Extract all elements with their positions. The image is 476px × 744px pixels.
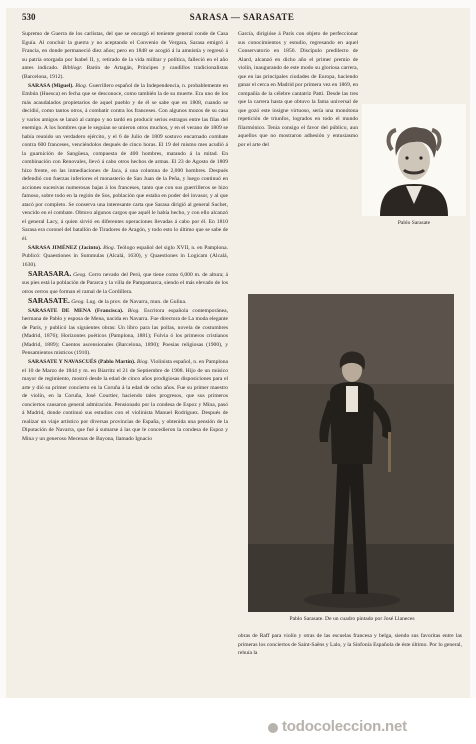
- left-column: [22, 30, 228, 698]
- right-column-bottom: [238, 632, 462, 698]
- paragraph: García, dirigióse á París con objeto de perfeccionar sus conocimientos y estudio, regresando en aquel Conservatorio en 1856. Discípulo predilecto de Alard, alcanzó en dicho año el primer premio de violín, inaugurando de este modo su gloriosa carrera, que en las principales ciudades de Europa, haciendo ganar el cerca en Madrid por primera vez en 1869, en compañía de la célebre cantatriz Patti. Desde las tres que la carrera hasta que obtuvo la fama universal de que gozó este insigne virtuoso, sería una monótona repetición de triunfos, logrados en todo el mundo filarmónico. Tenía consigo el favor del público, aun aquellos que no mostraron adhesión y entusiasmo por el arte del: [238, 31, 358, 148]
- portrait-figure: [362, 104, 466, 234]
- right-column-top: [238, 30, 358, 246]
- entry-sarasa-miguel: SARASA (Miguel). Biog. Guerrillero español de la Independencia, n. probablemente en Embún (Huesca) en fecha que se desconoce, como también la de su muerte. Era uno de los más acaudalados propietarios de aquel pueblo y de él se sabe que en 1808, cuando se decidió, como tantos otros, á combatir contra los franceses. Con algunos mozos de su casa y varios amigos se lanzó al campo y no tardó en producir serios estragos entre las filas del enemigo. A los hombres que le seguían se unieron otros muchos, y en el verano de 1809 se había reunido un verdadero ejército, y el 6 de Julio de 1809 sostuvo encarnado combate contra 600 franceses, venciéndolos después de cinco horas. El 19 del mismo mes acudió á la guarnición de Sangüesa, compuesta de 400 hombres, matando á la mitad. En combinación con Renovales, llevó á cabo otros hechos de armas. El 23 de Agosto de 1809 hizo frente, en las inmediaciones de Jaca, á una columna de 2,000 hombres. Después defendió con fuerzas inferiores el monasterio de San Juan de la Peña, y luego continuó en acciones sucesivas numerosas bajas á los franceses, tanto que con sus guerrilleros se hizo famoso, sobre todo en la región de Sos, población que estaba en poder del invasor, y al que atacó por completo. Se conserva una interesante carta que Sarasa dirigió al general Suchet, vencido en el combate. Obtuvo algunos cargos que aquél le había hecho, y con ello alcanzó el general Lacy, á quien sirvió en diferentes operaciones llevadas á cabo por él. En 1810 Sarasa era coronel del batallón de Tiradores de Aragón, y todo esto lo último que se sabe de él.: [22, 82, 228, 242]
- page-number: 530: [22, 12, 36, 22]
- portrait-caption: Pablo Sarasate: [397, 220, 431, 226]
- painting-figure: [238, 294, 466, 628]
- portrait-engraving: [362, 104, 466, 216]
- entry-sarasate-pablo: SARASATE Y NAVASCUÉS (Pablo Martín). Biog. Violinista español, n. en Pamplona el 10 de Marzo de 1844 y m. en Biarritz el 21 de Septiembre de 1908. Hijo de un músico mayor de regimiento, mostró desde la edad de cinco años prodigiosas disposiciones para el arte y dió su primer concierto en la Coruña á la edad de ocho años. Fue su primer maestro de violín, en la Coruña, José Courtier, haciendo tales progresos, que sus primeros conciertos causaron general admiración. Pensionado por la condesa de Espoz y Mina, pasó á Madrid, donde continuó sus estudios con el violinista Manuel Rodríguez. Después de realizar un viaje artístico por diversas provincias de España, y obtenida una pensión de la Diputación de Navarra, que fué á sumarse á las que le concedieron la condesa de Espoz y Mina y un generoso Mecenas de Bayona, llamado Ignacio: [22, 359, 228, 442]
- entry-sarasara: SARASARA. Geog. Cerro nevado del Perú, que tiene como 6,000 m. de altura; á sus pies está la población de Pararca y la villa de Pampamarca, siendo el más elevado de los otros cerros que forman el ramal de la Cordillera.: [22, 268, 228, 295]
- document-page: [6, 8, 470, 698]
- paragraph: Supremo de Guerra de los carlistas, del que se encargó el teniente general conde de Casa Eguía. Al concluir la guerra y no aceptando el Convenio de Vergara, Sarasa emigró á Francia, en donde permaneció diez años; pero en 1848 se acogió á la amnistía y regresó á su patria otorgada por Isabel II, y, retirado de la vida militar y política, falleció en el año antes indicado. Bibliogr. Barón de Artagán, Príncipes y caudillos tradicionalistas (Barcelona, 1912).: [22, 31, 228, 80]
- page-header: [22, 12, 462, 26]
- paragraph: obras de Raff para violín y otras de las escuelas francesa y belga, siendo sus favoritas entre las primeras los conciertos de Saint-Saëns y Lalo, y la Sinfonía Española de éste último. Por lo general, rehuía la: [238, 633, 462, 656]
- entry-sarasate-francisca: SARASATE DE MENA (Francisca). Biog. Escritora española contemporánea, hermana de Pablo y esposa de Mena, nacida en Navarra. Fue directora de La moda elegante de París, y publicó las siguientes obras: Un libro para las pollas, novela de costumbres (Madrid, 1876); Horizontes poéticos (Pamplona, 1881); Fulvia ó los primeros cristianos (Madrid, 1889); Cuentos ascensionales (Barcelona, 1890); Poesías religiosas (1900), y Pensamientos místicos (1910).: [22, 307, 228, 356]
- running-head: SARASA — SARASATE: [189, 12, 295, 22]
- painting-caption: Pablo Sarasate. De un cuadro pintado por José Llaneces: [289, 616, 415, 622]
- watermark: todocoleccion.net: [282, 718, 407, 735]
- watermark-logo-icon: [268, 723, 278, 733]
- entry-sarasa-jimenez: SARASA JIMÉNEZ (Jacinto). Biog. Teólogo español del siglo XVII, n. en Pamplona. Publicó: Quaestiones in Summulas (Alcalá, 1630), y Quaestiones in Logicam (Alcalá, 1630).: [22, 244, 228, 268]
- footer: [0, 698, 476, 744]
- entry-sarasate-geog: SARASATE. Geog. Lug. de la prov. de Navarra, mun. de Gulina.: [28, 295, 187, 305]
- painting-plate: [248, 294, 454, 612]
